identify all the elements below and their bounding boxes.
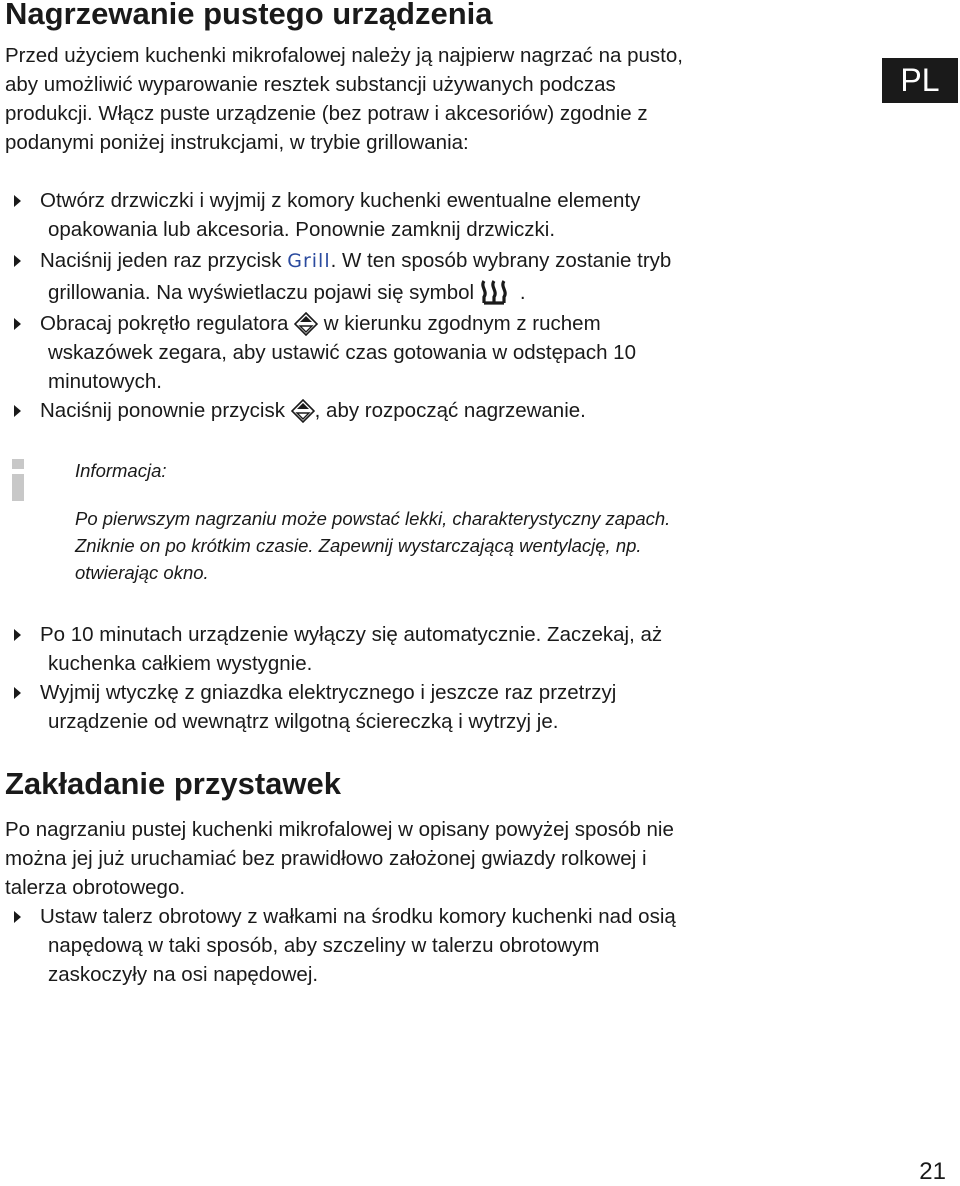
bullet-arrow-icon — [14, 629, 21, 641]
step-text: . W ten sposób wybrany zostanie tryb — [330, 249, 672, 272]
intro-paragraph — [5, 41, 845, 157]
step-text: Ustaw talerz obrotowy z wałkami na środku komory kuchenki nad osią — [40, 905, 676, 928]
dial-arrows-icon — [294, 312, 318, 336]
step-text: urządzenie od wewnątrz wilgotną ściereczką i wytrzyj je. — [48, 710, 559, 733]
step-text: Wyjmij wtyczkę z gniazdka elektrycznego i jeszcze raz przetrzyj — [40, 681, 617, 704]
after-preheat-steps-list — [0, 620, 860, 736]
bullet-arrow-icon — [14, 195, 21, 207]
list-item — [0, 902, 860, 989]
para-line: można jej już uruchamiać bez prawidłowo założonej gwiazdy rolkowej i — [5, 847, 647, 870]
step-text: Po 10 minutach urządzenie wyłączy się automatycznie. Zaczekaj, aż — [40, 623, 663, 646]
bullet-arrow-icon — [14, 255, 21, 267]
list-item — [0, 678, 860, 736]
section-title-accessories: Zakładanie przystawek — [5, 766, 341, 801]
step-text: napędową w taki sposób, aby szczeliny w talerzu obrotowym — [48, 934, 600, 957]
step-text: Obracaj pokrętło regulatora — [40, 312, 295, 335]
list-item — [0, 620, 860, 678]
intro-line: Przed użyciem kuchenki mikrofalowej należy ją najpierw nagrzać na pusto, — [5, 44, 683, 67]
step-text-line — [40, 278, 860, 307]
step-text: . — [519, 281, 526, 304]
step-text: w kierunku zgodnym z ruchem — [318, 312, 601, 335]
accessories-paragraph — [5, 815, 845, 902]
intro-line: podanymi poniżej instrukcjami, w trybie grillowania: — [5, 131, 469, 154]
grill-button-label: Grill — [287, 250, 331, 272]
step-text: kuchenka całkiem wystygnie. — [48, 652, 313, 675]
intro-line: aby umożliwić wyparowanie resztek substancji używanych podczas — [5, 73, 616, 96]
info-line: Po pierwszym nagrzaniu może powstać lekki, charakterystyczny zapach. — [75, 508, 671, 529]
bullet-arrow-icon — [14, 911, 21, 923]
step-text: grillowania. Na wyświetlaczu pojawi się symbol — [48, 281, 480, 304]
bullet-arrow-icon — [14, 687, 21, 699]
page-number: 21 — [919, 1158, 946, 1185]
step-text: Naciśnij ponownie przycisk — [40, 399, 291, 422]
info-line: Zniknie on po krótkim czasie. Zapewnij wystarczającą wentylację, np. — [75, 535, 642, 556]
info-note — [75, 457, 835, 586]
section-title-preheating: Nagrzewanie pustego urządzenia — [5, 0, 493, 31]
preheat-steps-list — [0, 186, 860, 425]
bullet-arrow-icon — [14, 318, 21, 330]
info-icon — [4, 459, 32, 501]
step-text: wskazówek zegara, aby ustawić czas gotowania w odstępach 10 — [48, 341, 636, 364]
intro-line: produkcji. Włącz puste urządzenie (bez potraw i akcesoriów) zgodnie z — [5, 102, 648, 125]
para-line: Po nagrzaniu pustej kuchenki mikrofalowej w opisany powyżej sposób nie — [5, 818, 674, 841]
list-item — [0, 309, 860, 396]
dial-arrows-icon — [291, 399, 315, 423]
accessories-steps-list — [0, 902, 860, 989]
step-text: opakowania lub akcesoria. Ponownie zamknij drzwiczki. — [48, 218, 556, 241]
language-badge: PL — [882, 58, 958, 103]
info-line: otwierając okno. — [75, 562, 209, 583]
para-line: talerza obrotowego. — [5, 876, 186, 899]
bullet-arrow-icon — [14, 405, 21, 417]
step-text: minutowych. — [48, 370, 162, 393]
step-text: Otwórz drzwiczki i wyjmij z komory kuchenki ewentualne elementy — [40, 189, 641, 212]
list-item — [0, 246, 860, 307]
step-text: Naciśnij jeden raz przycisk — [40, 249, 288, 272]
step-text: , aby rozpocząć nagrzewanie. — [314, 399, 586, 422]
step-text: zaskoczyły na osi napędowej. — [48, 963, 319, 986]
info-label: Informacja: — [75, 460, 167, 481]
grill-symbol-icon — [480, 279, 520, 305]
list-item — [0, 396, 860, 425]
list-item — [0, 186, 860, 244]
